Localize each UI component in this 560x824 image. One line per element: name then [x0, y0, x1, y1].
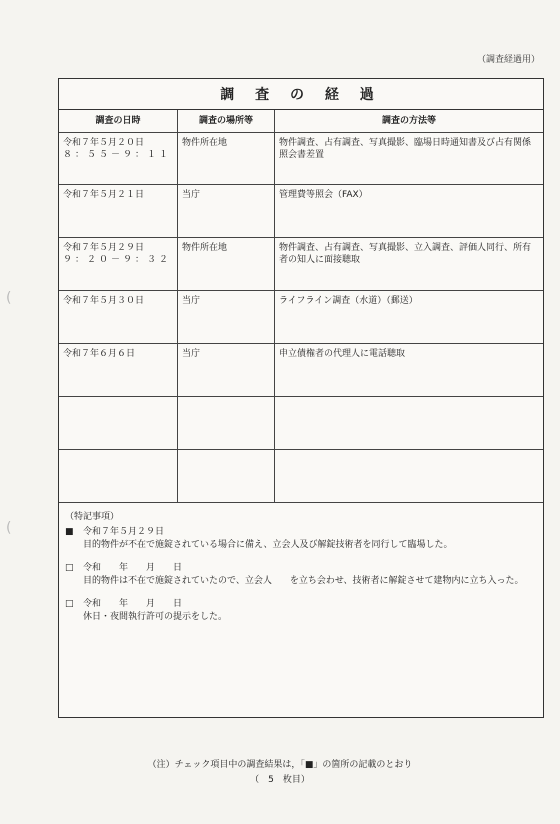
- checked-box-icon: ■: [65, 527, 74, 538]
- form-title: 調 査 の 経 過: [59, 79, 543, 110]
- cell-method: ライフライン調査（水道）（郵送）: [275, 291, 544, 344]
- cell-datetime: [59, 133, 178, 185]
- column-header-place: 調査の場所等: [178, 110, 275, 133]
- cell-place: 当庁: [178, 185, 275, 238]
- table-row: [59, 291, 543, 344]
- table-row: [59, 185, 543, 238]
- cell-time: ８：５５－９：１１: [63, 150, 172, 161]
- header-label: （調査経過用）: [476, 55, 540, 65]
- cell-method: 申立債権者の代理人に電話聴取: [275, 344, 544, 397]
- notes-heading: （特記事項）: [65, 512, 120, 522]
- scan-artifact-mark: (: [6, 520, 12, 536]
- note-date: 令和 年 月 日: [83, 599, 183, 610]
- note-text: 目的物件は不在で施錠されていたので、立会人 を立ち会わせ、技術者に解錠させて建物内に立ち入った。: [83, 576, 524, 587]
- cell-method: [275, 397, 544, 450]
- cell-place: 当庁: [178, 344, 275, 397]
- cell-datetime: [59, 185, 178, 238]
- survey-table: [59, 110, 543, 503]
- cell-time: ９：２０－９：３２: [63, 255, 172, 266]
- survey-form: [58, 78, 544, 718]
- special-notes: [59, 503, 543, 624]
- cell-datetime: [59, 291, 178, 344]
- note-item: [65, 598, 535, 624]
- column-header-datetime: 調査の日時: [59, 110, 178, 133]
- note-date: 令和 年 月 日: [83, 563, 183, 574]
- cell-datetime: [59, 397, 178, 450]
- table-row: [59, 344, 543, 397]
- note-item: [65, 562, 535, 588]
- table-header-row: [59, 110, 543, 133]
- table-row: [59, 397, 543, 450]
- cell-date: 令和７年５月２９日: [63, 243, 145, 253]
- cell-place: 物件所在地: [178, 133, 275, 185]
- unchecked-box-icon: □: [65, 599, 74, 610]
- cell-place: 物件所在地: [178, 238, 275, 291]
- note-date: 令和７年５月２９日: [83, 527, 165, 538]
- cell-method: 物件調査、占有調査、写真撮影、立入調査、評価人同行、所有者の知人に面接聴取: [275, 238, 544, 291]
- cell-datetime: [59, 238, 178, 291]
- unchecked-box-icon: □: [65, 563, 74, 574]
- cell-method: [275, 450, 544, 503]
- table-row: [59, 238, 543, 291]
- cell-method: 物件調査、占有調査、写真撮影、臨場日時通知書及び占有関係照会書差置: [275, 133, 544, 185]
- cell-date: 令和７年５月２０日: [63, 138, 145, 148]
- scan-artifact-mark: (: [6, 290, 12, 306]
- cell-date: 令和７年６月６日: [63, 349, 136, 359]
- footer-note: （注）チェック項目中の調査結果は，「■」の箇所の記載のとおり: [147, 760, 413, 770]
- cell-datetime: [59, 450, 178, 503]
- cell-date: 令和７年５月２１日: [63, 190, 145, 200]
- table-row: [59, 133, 543, 185]
- column-header-method: 調査の方法等: [275, 110, 544, 133]
- cell-date: 令和７年５月３０日: [63, 296, 145, 306]
- cell-datetime: [59, 344, 178, 397]
- cell-method: 管理費等照会（FAX）: [275, 185, 544, 238]
- cell-place: 当庁: [178, 291, 275, 344]
- table-row: [59, 450, 543, 503]
- note-text: 休日・夜間執行許可の提示をした。: [83, 612, 228, 623]
- cell-place: [178, 397, 275, 450]
- note-text: 目的物件が不在で施錠されている場合に備え、立会人及び解錠技術者を同行して臨場した。: [83, 540, 453, 551]
- page-count: （ 5 枚目）: [250, 775, 310, 785]
- note-item: [65, 526, 535, 552]
- cell-place: [178, 450, 275, 503]
